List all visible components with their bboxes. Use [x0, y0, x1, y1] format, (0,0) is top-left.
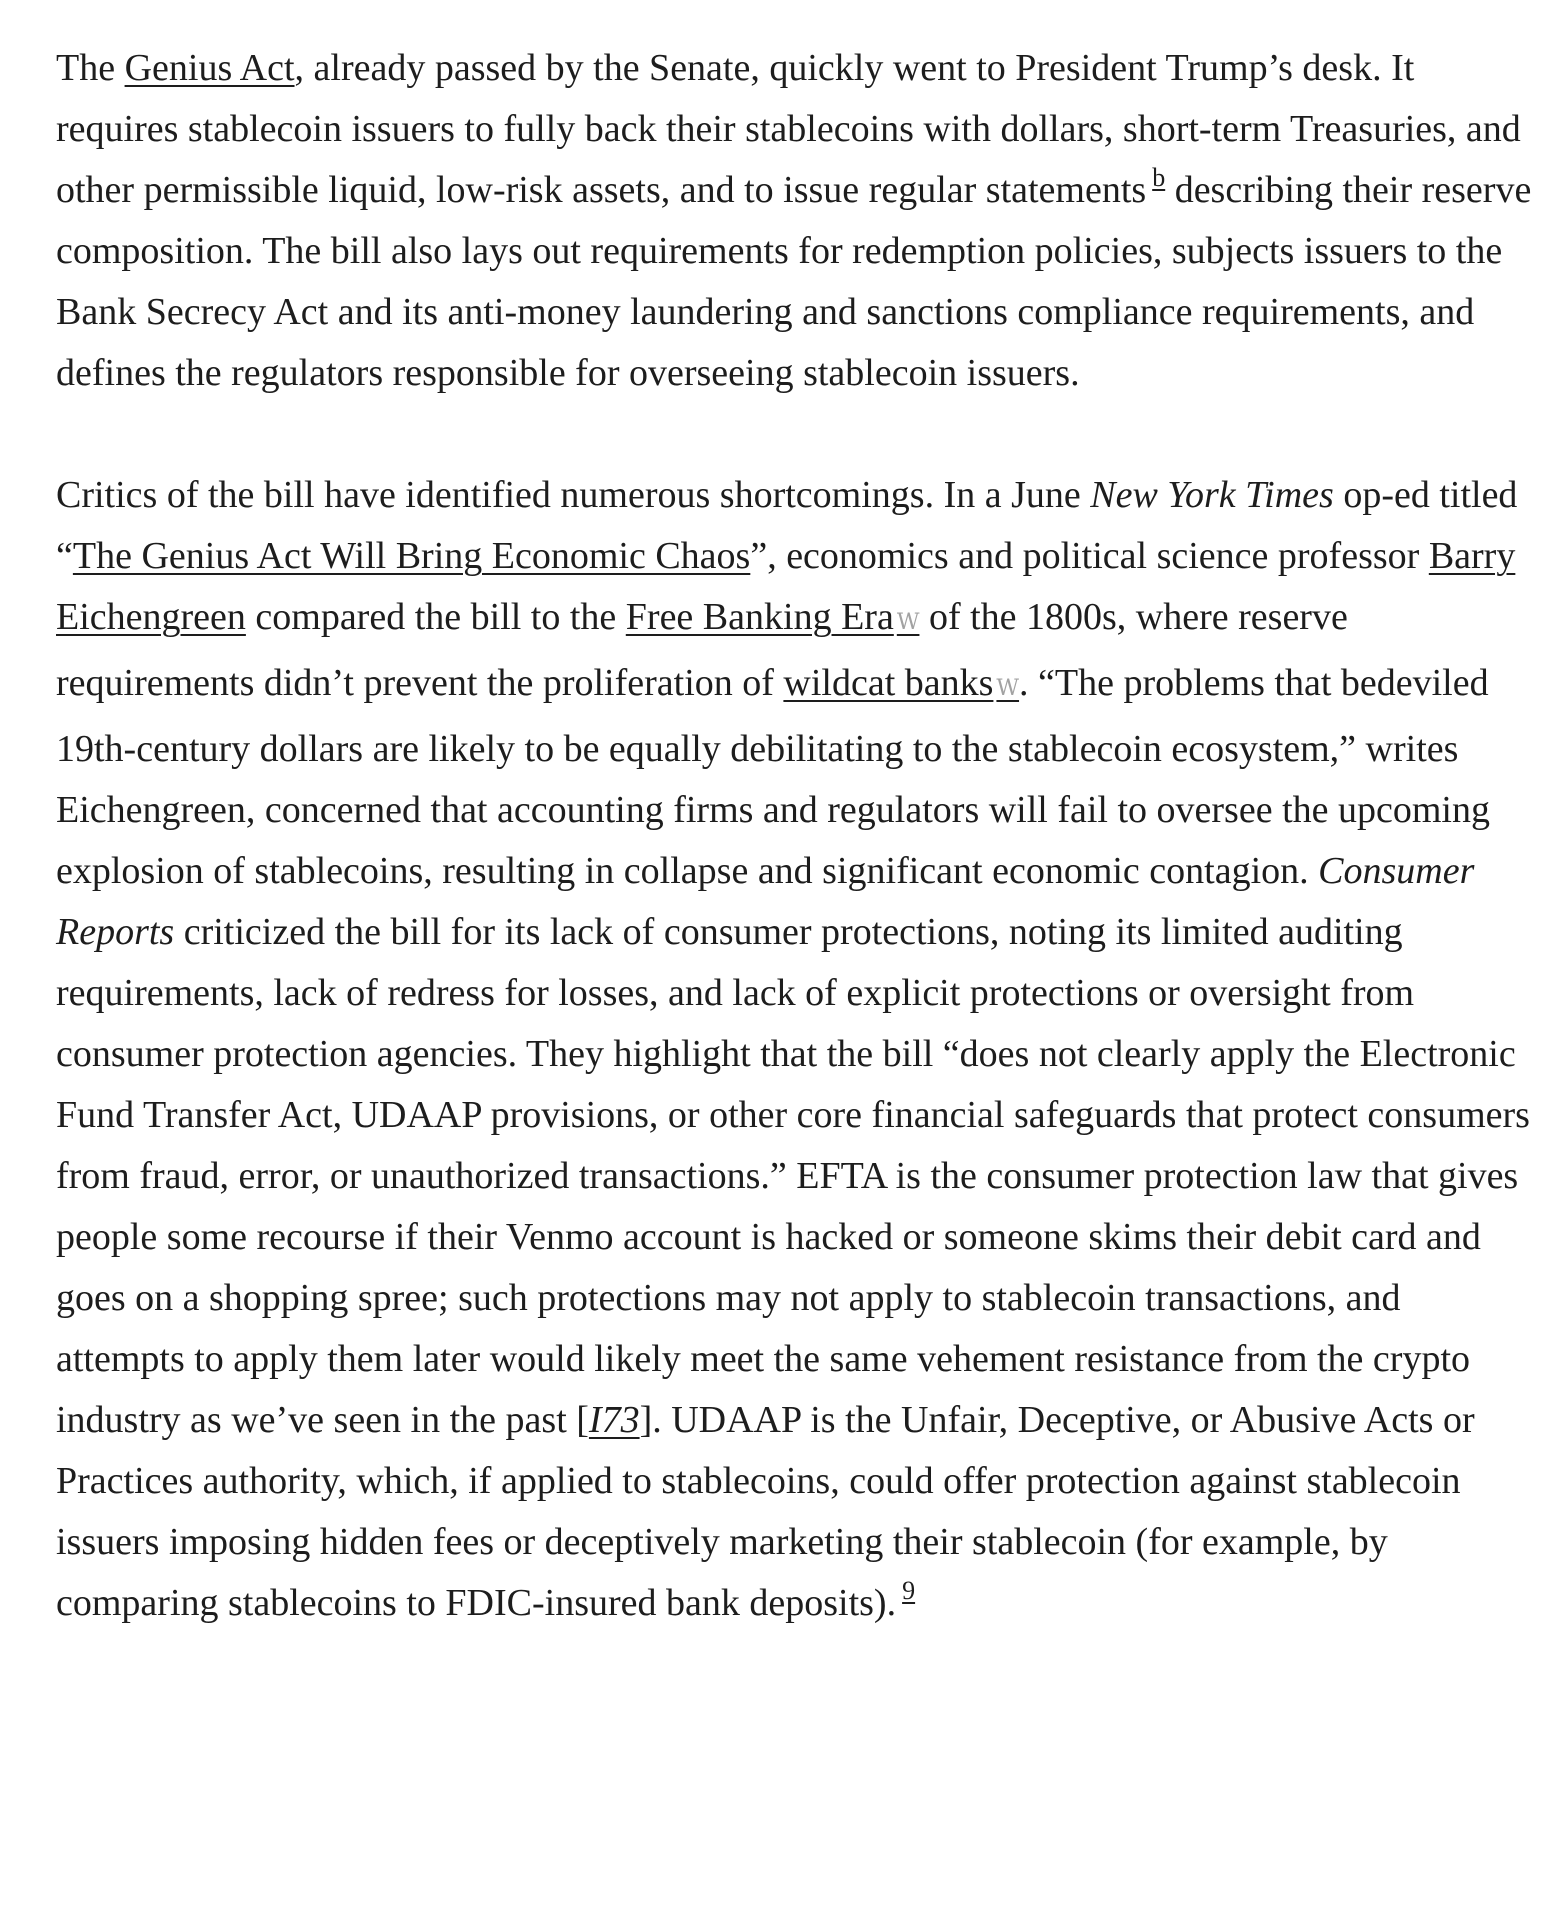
barry-eichengreen-link[interactable]: Barry Eichengreen: [56, 535, 1516, 638]
wikipedia-icon: W: [896, 610, 920, 635]
wildcat-banks-label: wildcat banks: [783, 662, 994, 704]
genius-act-link[interactable]: Genius Act: [124, 47, 295, 89]
text-run: . “The problems that bedeviled 19th-century dollars are likely to be equally debilitating to the stablecoin ecosystem,” writes Eichengreen, concerned that accounting firms and regulators will fail to oversee the upcoming explosion of stablecoins, resulting in collapse and significant economic contagion.: [56, 662, 1490, 892]
nyt-title: New York Times: [1090, 474, 1334, 516]
paragraph-genius-act-summary: [56, 38, 1534, 404]
text-run: of the 1800s, where reserve requirements didn’t prevent the proliferation of: [56, 596, 1348, 704]
reference-i73-link[interactable]: [589, 1399, 640, 1441]
text-run: , already passed by the Senate, quickly went to President Trump’s desk. It requires stablecoin issuers to fully back their stablecoins with dollars, short-term Treasuries, and other permissible liquid, low-risk assets, and to issue regular statements: [56, 47, 1521, 211]
text-run: op-ed titled “: [56, 474, 1518, 577]
footnote-9-link[interactable]: 9: [902, 1575, 916, 1605]
text-run: Critics of the bill have identified numerous shortcomings. In a June: [56, 474, 1091, 516]
reference-i73-label: I73: [588, 1399, 640, 1441]
footnote-b-marker: [1152, 163, 1165, 192]
free-banking-era-link[interactable]: [626, 596, 920, 638]
wildcat-banks-link[interactable]: [783, 662, 1019, 704]
oped-link[interactable]: The Genius Act Will Bring Economic Chaos: [72, 535, 751, 577]
paragraph-critics: [56, 465, 1534, 1634]
text-run: ”, economics and political science professor: [750, 535, 1429, 577]
consumer-reports-title: Consumer Reports: [56, 850, 1475, 953]
footnote-9-marker: [902, 1576, 915, 1605]
text-run: describing their reserve composition. The bill also lays out requirements for redemption policies, subjects issuers to the Bank Secrecy Act and its anti-money laundering and sanctions compliance requirements, and defines the regulators responsible for overseeing stablecoin issuers.: [56, 169, 1532, 394]
text-run: criticized the bill for its lack of consumer protections, noting its limited auditing requirements, lack of redress for losses, and lack of explicit protections or oversight from consumer protection agencies. They highlight that the bill “does not clearly apply the Electronic Fund Transfer Act, UDAAP provisions, or other core financial safeguards that protect consumers from fraud, error, or unauthorized transactions.” EFTA is the consumer protection law that gives people some recourse if their Venmo account is hacked or someone skims their debit card and goes on a shopping spree; such protections may not apply to stablecoin transactions, and attempts to apply them later would likely meet the same vehement resistance from the crypto industry as we’ve seen in the past [: [56, 911, 1530, 1441]
wikipedia-icon: W: [996, 676, 1020, 701]
text-run: ]. UDAAP is the Unfair, Deceptive, or Abusive Acts or Practices authority, which, if applied to stablecoins, could offer protection against stablecoin issuers imposing hidden fees or deceptively marketing their stablecoin (for example, by comparing stablecoins to FDIC-insured bank deposits).: [56, 1399, 1475, 1624]
text-run: compared the bill to the: [245, 596, 626, 638]
free-banking-era-label: Free Banking Era: [625, 596, 894, 638]
text-run: The: [56, 47, 125, 89]
footnote-b-link[interactable]: b: [1152, 162, 1166, 192]
